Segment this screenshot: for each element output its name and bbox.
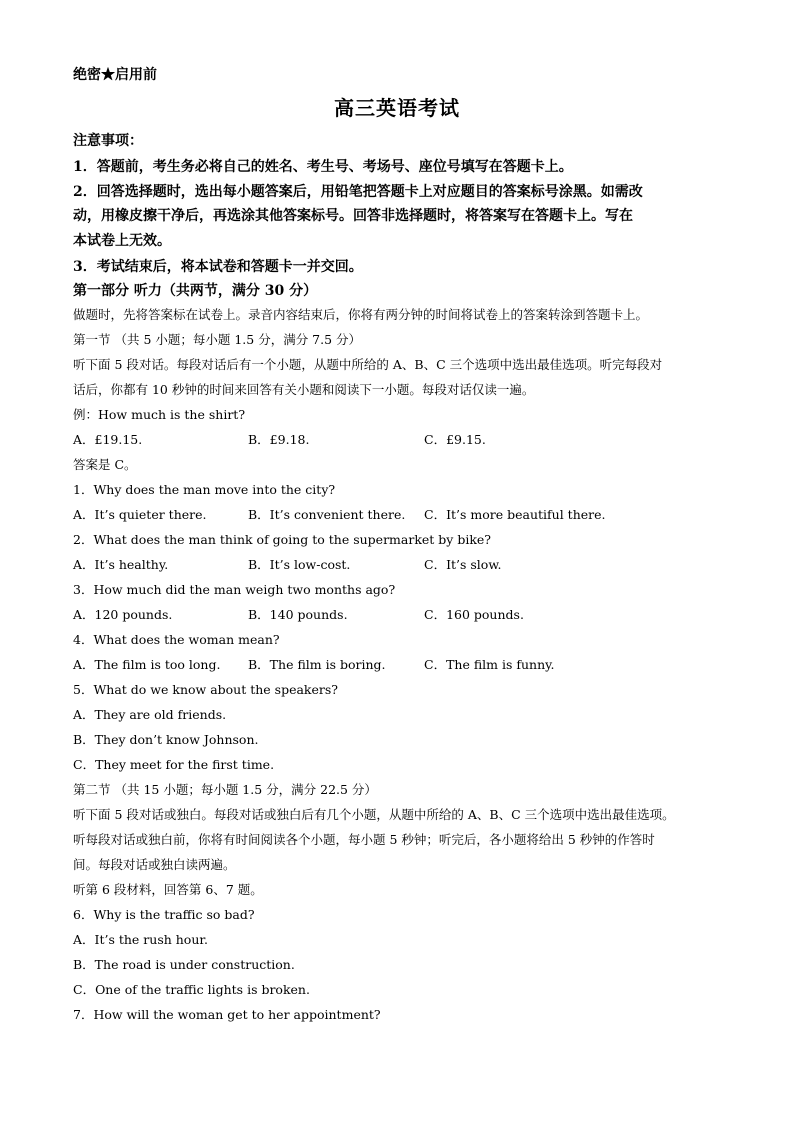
question-1: 1．Why does the man move into the city? — [73, 482, 336, 497]
notice-item: 2．回答选择题时，选出每小题答案后，用铅笔把答题卡上对应题目的答案标号涂黑。如需改 — [73, 184, 643, 200]
example-options — [73, 432, 753, 448]
section1-instruction: 话后，你都有 10 秒钟的时间来回答有关小题和阅读下一小题。每段对话仅读一遍。 — [73, 382, 535, 397]
option-a: A．It’s healthy. — [73, 557, 169, 572]
option-a: A．120 pounds. — [73, 607, 173, 622]
notice-heading: 注意事项： — [73, 133, 143, 149]
option-a: A．It’s the rush hour. — [73, 932, 208, 947]
question-5: 5．What do we know about the speakers? — [73, 682, 338, 697]
part1-heading: 第一部分 听力（共两节，满分 30 分） — [73, 283, 318, 299]
part1-instruction: 做题时，先将答案标在试卷上。录音内容结束后，你将有两分钟的时间将试卷上的答案转涂到答题卡上。 — [73, 307, 649, 322]
notice-item: 本试卷上无效。 — [73, 233, 171, 249]
section1-instruction: 听下面 5 段对话。每段对话后有一个小题，从题中所给的 A、B、C 三个选项中选出最佳选项。听完每段对 — [73, 357, 663, 372]
example-question: 例：How much is the shirt? — [73, 407, 246, 422]
option-c: C．It’s slow. — [424, 557, 502, 572]
notice-item: 动，用橡皮擦干净后，再选涂其他答案标号。回答非选择题时，将答案写在答题卡上。写在 — [73, 208, 633, 224]
section1-heading: 第一节 （共 5 小题；每小题 1.5 分，满分 7.5 分） — [73, 332, 362, 347]
option-c: C．The film is funny. — [424, 657, 555, 672]
option-c: C．160 pounds. — [424, 607, 524, 622]
option-c: C．It’s more beautiful there. — [424, 507, 606, 522]
option-b: B．£9.18. — [248, 432, 310, 447]
section2-instruction: 间。每段对话或独白读两遍。 — [73, 857, 236, 872]
question-2: 2．What does the man think of going to the supermarket by bike? — [73, 532, 491, 547]
option-c: C．One of the traffic lights is broken. — [73, 982, 310, 997]
question-2-options — [73, 557, 753, 573]
option-b: B．They don’t know Johnson. — [73, 732, 259, 747]
option-c: C．£9.15. — [424, 432, 486, 447]
confidential-label: 绝密★启用前 — [73, 67, 157, 83]
question-1-options — [73, 507, 753, 523]
option-b: B．The film is boring. — [248, 657, 386, 672]
question-3-options — [73, 607, 753, 623]
notice-item: 3．考试结束后，将本试卷和答题卡一并交回。 — [73, 259, 363, 275]
question-7: 7．How will the woman get to her appointment? — [73, 1007, 381, 1022]
question-6: 6．Why is the traffic so bad? — [73, 907, 255, 922]
option-b: B．It’s low-cost. — [248, 557, 351, 572]
page-title: 高三英语考试 — [334, 96, 460, 120]
option-a: A．The film is too long. — [73, 657, 221, 672]
material-6-note: 听第 6 段材料，回答第 6、7 题。 — [73, 882, 263, 897]
section2-heading: 第二节 （共 15 小题；每小题 1.5 分，满分 22.5 分） — [73, 782, 377, 797]
option-c: C．They meet for the first time. — [73, 757, 275, 772]
option-b: B．140 pounds. — [248, 607, 348, 622]
section2-instruction: 听下面 5 段对话或独白。每段对话或独白后有几个小题，从题中所给的 A、B、C 三个选项中选出最佳选项。 — [73, 807, 675, 822]
option-a: A．They are old friends. — [73, 707, 227, 722]
option-a: A．£19.15. — [73, 432, 143, 447]
option-b: B．The road is under construction. — [73, 957, 295, 972]
notice-item: 1．答题前，考生务必将自己的姓名、考生号、考场号、座位号填写在答题卡上。 — [73, 159, 573, 175]
option-b: B．It’s convenient there. — [248, 507, 406, 522]
question-3: 3．How much did the man weigh two months ago? — [73, 582, 396, 597]
question-4-options — [73, 657, 753, 673]
example-answer: 答案是 C。 — [73, 457, 137, 472]
section2-instruction: 听每段对话或独白前，你将有时间阅读各个小题，每小题 5 秒钟；听完后，各小题将给出 5 秒钟的作答时 — [73, 832, 655, 847]
question-4: 4．What does the woman mean? — [73, 632, 280, 647]
option-a: A．It’s quieter there. — [73, 507, 207, 522]
